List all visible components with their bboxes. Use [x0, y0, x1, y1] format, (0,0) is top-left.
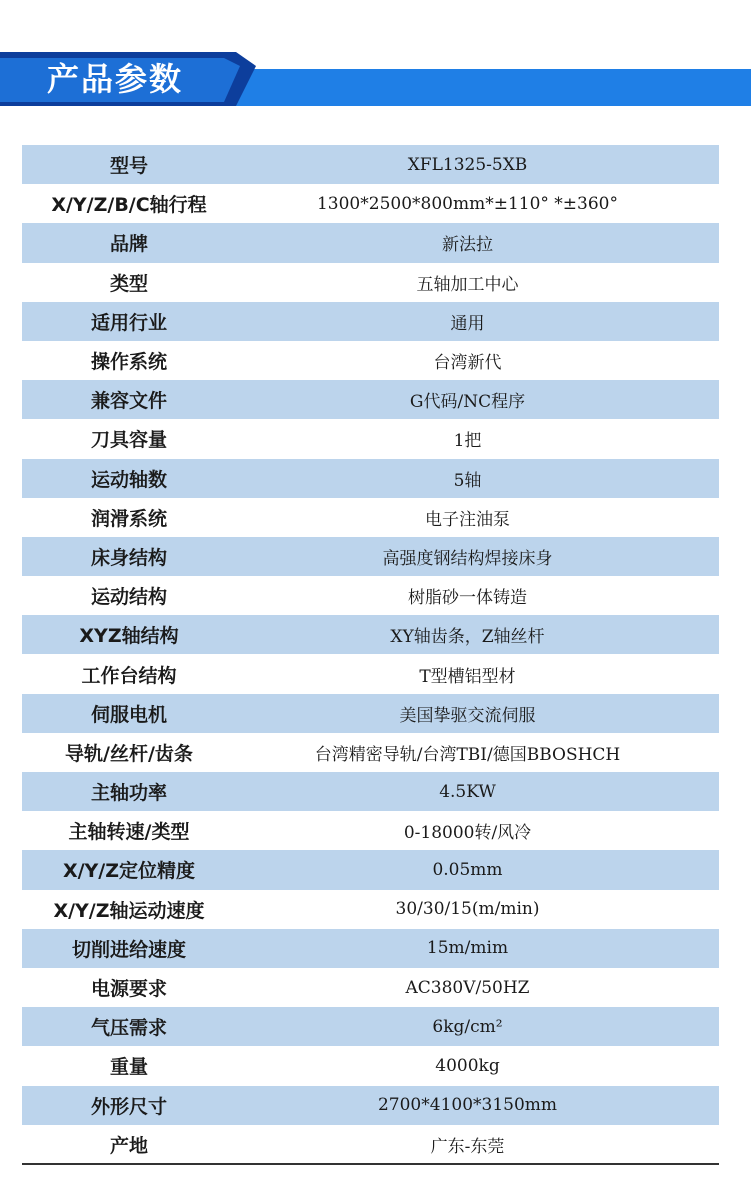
table-row — [22, 654, 719, 693]
table-row — [22, 615, 719, 654]
spec-value: 0.05mm — [432, 859, 503, 880]
table-row — [22, 223, 719, 262]
section-header-banner — [0, 52, 751, 110]
spec-value: 树脂砂一体铸造 — [408, 588, 527, 609]
spec-label: 工作台结构 — [81, 664, 177, 687]
table-row — [22, 459, 719, 498]
table-row — [22, 341, 719, 380]
spec-label: X/Y/Z定位精度 — [62, 860, 196, 883]
spec-value: 台湾新代 — [433, 353, 502, 374]
table-row — [22, 733, 719, 772]
spec-value: 4.5KW — [439, 781, 496, 802]
spec-label: X/Y/Z轴运动速度 — [53, 899, 205, 922]
spec-label: 运动结构 — [90, 586, 167, 609]
table-row — [22, 184, 719, 223]
table-row — [22, 576, 719, 615]
table-row — [22, 929, 719, 968]
spec-value: 通用 — [450, 313, 485, 334]
spec-label: 伺服电机 — [90, 703, 167, 726]
table-row — [22, 498, 719, 537]
spec-value: 电子注油泵 — [425, 509, 510, 530]
spec-value: 1300*2500*800mm*±110° *±360° — [316, 193, 618, 214]
spec-label: 气压需求 — [90, 1017, 167, 1040]
table-row — [22, 1007, 719, 1046]
table-row — [22, 811, 719, 850]
spec-label: X/Y/Z/B/C轴行程 — [51, 194, 207, 217]
spec-value: XY轴齿条，Z轴丝杆 — [390, 627, 545, 648]
spec-label: XYZ轴结构 — [79, 625, 179, 648]
spec-label: 类型 — [109, 272, 148, 295]
spec-value: 4000kg — [435, 1055, 500, 1076]
spec-table — [22, 145, 719, 1164]
spec-label: 重量 — [109, 1056, 148, 1079]
spec-label: 刀具容量 — [90, 429, 167, 452]
spec-value: XFL1325-5XB — [407, 154, 528, 175]
table-row — [22, 772, 719, 811]
table-row — [22, 419, 719, 458]
spec-value: 台湾精密导轨/台湾TBI/德国BBOSHCH — [314, 744, 621, 765]
table-row — [22, 263, 719, 302]
spec-value: AC380V/50HZ — [405, 977, 530, 998]
spec-value: 15m/mim — [426, 938, 509, 959]
spec-label: 切削进给速度 — [71, 938, 186, 961]
spec-value: 五轴加工中心 — [416, 274, 519, 295]
table-row — [22, 890, 719, 929]
table-bottom-rule — [22, 1163, 719, 1165]
spec-label: 产地 — [109, 1134, 148, 1157]
spec-value: 6kg/cm² — [432, 1016, 503, 1037]
spec-value: 30/30/15(m/min) — [395, 899, 540, 920]
spec-value: T型槽铝型材 — [419, 666, 516, 687]
table-row — [22, 302, 719, 341]
spec-value: 5轴 — [453, 470, 482, 491]
spec-label: 型号 — [109, 155, 148, 178]
spec-label: 运动轴数 — [90, 468, 167, 491]
table-row — [22, 1046, 719, 1085]
spec-value: 0-18000转/风冷 — [403, 823, 532, 844]
spec-label: 床身结构 — [90, 546, 167, 569]
table-row — [22, 380, 719, 419]
spec-value: 2700*4100*3150mm — [377, 1095, 558, 1116]
spec-label: 外形尺寸 — [90, 1095, 167, 1118]
spec-label: 主轴转速/类型 — [68, 821, 190, 844]
spec-label: 品牌 — [109, 233, 148, 256]
spec-value: 美国挚驱交流伺服 — [399, 705, 536, 726]
table-row — [22, 537, 719, 576]
table-row — [22, 968, 719, 1007]
spec-label: 操作系统 — [90, 351, 167, 374]
spec-label: 电源要求 — [90, 978, 167, 1001]
spec-value: 新法拉 — [442, 235, 493, 256]
table-row — [22, 850, 719, 889]
spec-value: G代码/NC程序 — [409, 392, 526, 413]
spec-value: 高强度钢结构焊接床身 — [382, 548, 553, 569]
spec-label: 主轴功率 — [90, 782, 167, 805]
table-row — [22, 694, 719, 733]
spec-label: 导轨/丝杆/齿条 — [65, 742, 193, 765]
table-row — [22, 1125, 719, 1164]
spec-value: 广东-东莞 — [430, 1136, 505, 1157]
spec-label: 兼容文件 — [90, 390, 167, 413]
spec-label: 润滑系统 — [90, 507, 167, 530]
spec-value: 1把 — [453, 431, 482, 452]
page-title: 产品参数 — [47, 60, 184, 98]
table-row — [22, 145, 719, 184]
table-row — [22, 1086, 719, 1125]
spec-label: 适用行业 — [90, 311, 167, 334]
